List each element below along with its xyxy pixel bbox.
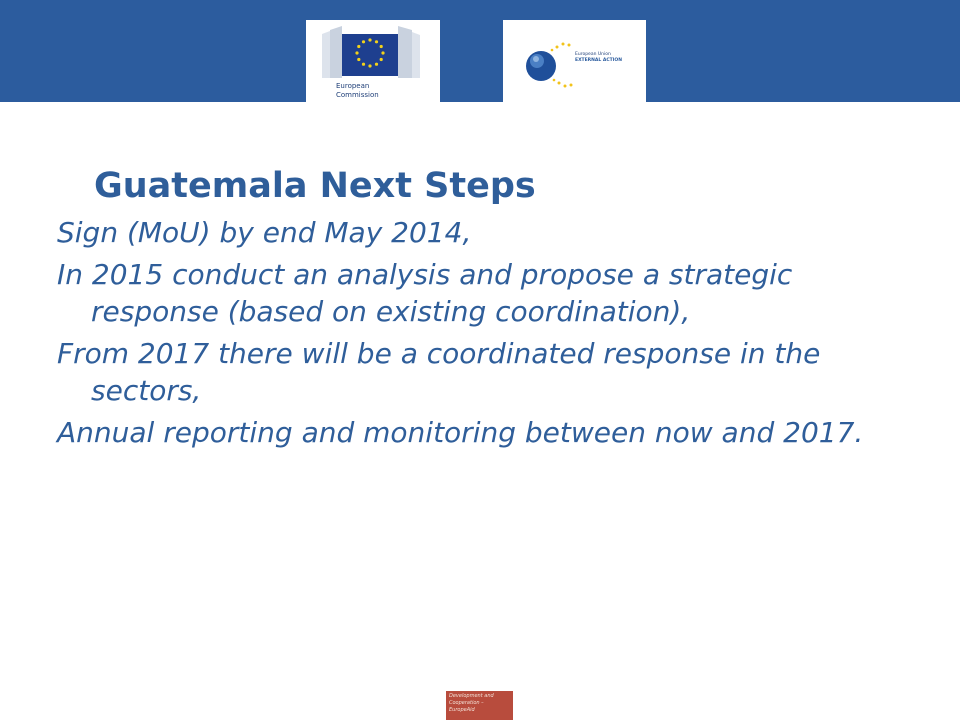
- slide-title: Guatemala Next Steps: [94, 166, 536, 206]
- devco-badge-line1: Development and: [449, 693, 494, 699]
- bullet-item-coordinated-response: From 2017 there will be a coordinated response in the sectors,: [57, 337, 821, 407]
- ec-logo-line2: Commission: [336, 91, 379, 99]
- eeas-logo-line2: EXTERNAL ACTION: [575, 58, 622, 63]
- bullet-item-reporting: Annual reporting and monitoring between now and 2017.: [57, 416, 864, 449]
- devco-europeaid-badge: [446, 691, 513, 720]
- ec-building-emblem: [316, 24, 428, 80]
- devco-badge-line2: Cooperation –: [449, 700, 484, 706]
- bullet-item-analysis: In 2015 conduct an analysis and propose a strategic response (based on existing coordination),: [57, 258, 793, 328]
- eu-external-action-logo: [503, 20, 646, 102]
- european-commission-logo: [306, 20, 440, 102]
- header-band: [0, 0, 960, 102]
- bullet-list: [57, 214, 907, 456]
- devco-badge-line3: EuropeAid: [449, 707, 475, 713]
- eeas-logo-line1: European Union: [575, 52, 611, 57]
- ec-logo-line1: European: [336, 82, 370, 90]
- globe-stars-emblem: [523, 34, 597, 96]
- bullet-item-mou: Sign (MoU) by end May 2014,: [57, 216, 472, 249]
